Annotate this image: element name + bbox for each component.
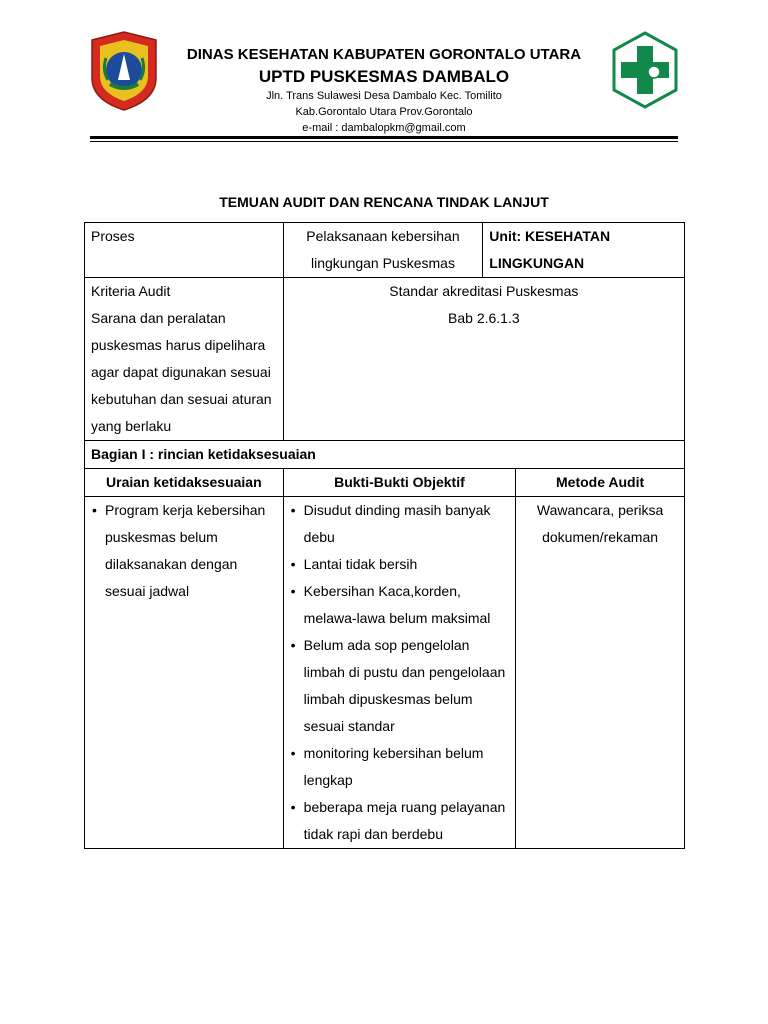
proses-value: Pelaksanaan kebersihan lingkungan Puskesmas bbox=[283, 223, 483, 278]
kriteria-label: Kriteria Audit bbox=[91, 283, 171, 299]
bagian-row bbox=[85, 441, 685, 469]
standar-line-1: Standar akreditasi Puskesmas bbox=[389, 283, 579, 299]
bukti-item: • Belum ada sop pengelolan limbah di pustu dan pengelolaan limbah dipuskesmas belum sesuai standar bbox=[290, 632, 509, 740]
bukti-cell bbox=[283, 497, 515, 849]
email-line: e-mail : dambalopkm@gmail.com bbox=[302, 122, 466, 134]
bagian-label: Bagian I : rincian ketidaksesuaian bbox=[85, 441, 685, 469]
header-divider-thin bbox=[90, 141, 678, 142]
puskesmas-logo bbox=[610, 30, 680, 110]
kriteria-text: Sarana dan peralatan puskesmas harus dipelihara agar dapat digunakan sesuai kebutuhan dan sesuai aturan yang berlaku bbox=[91, 310, 272, 434]
letterhead bbox=[150, 44, 618, 136]
address-line-1: Jln. Trans Sulawesi Desa Dambalo Kec. Tomilito bbox=[266, 90, 502, 102]
standar-line-2: Bab 2.6.1.3 bbox=[448, 310, 520, 326]
bukti-item: • monitoring kebersihan belum lengkap bbox=[290, 740, 509, 794]
address-line-2: Kab.Gorontalo Utara Prov.Gorontalo bbox=[295, 106, 473, 118]
agency-name: DINAS KESEHATAN KABUPATEN GORONTALO UTARA bbox=[186, 46, 582, 63]
proses-label: Proses bbox=[85, 223, 284, 278]
unit-name: UPTD PUSKESMAS DAMBALO bbox=[258, 67, 510, 86]
column-header-row bbox=[85, 469, 685, 497]
bukti-item: • Disudut dinding masih banyak debu bbox=[290, 497, 509, 551]
bukti-item: • beberapa meja ruang pelayanan tidak rapi dan berdebu bbox=[290, 794, 509, 848]
kriteria-cell bbox=[85, 278, 284, 441]
header-divider-thick bbox=[90, 136, 678, 139]
uraian-item: • Program kerja kebersihan puskesmas belum dilaksanakan dengan sesuai jadwal bbox=[91, 497, 277, 605]
col-header-metode: Metode Audit bbox=[516, 469, 685, 497]
metode-cell: Wawancara, periksa dokumen/rekaman bbox=[516, 497, 685, 849]
kriteria-row bbox=[85, 278, 685, 441]
bukti-item: • Lantai tidak bersih bbox=[290, 551, 509, 578]
bukti-item: • Kebersihan Kaca,korden, melawa-lawa belum maksimal bbox=[290, 578, 509, 632]
findings-row bbox=[85, 497, 685, 849]
uraian-cell bbox=[85, 497, 284, 849]
unit-label: Unit: KESEHATAN LINGKUNGAN bbox=[483, 223, 685, 278]
document-title: TEMUAN AUDIT DAN RENCANA TINDAK LANJUT bbox=[219, 194, 549, 210]
col-header-uraian: Uraian ketidaksesuaian bbox=[85, 469, 284, 497]
proses-row bbox=[85, 223, 685, 278]
col-header-bukti: Bukti-Bukti Objektif bbox=[283, 469, 515, 497]
audit-table bbox=[84, 222, 685, 849]
standar-cell bbox=[283, 278, 684, 441]
